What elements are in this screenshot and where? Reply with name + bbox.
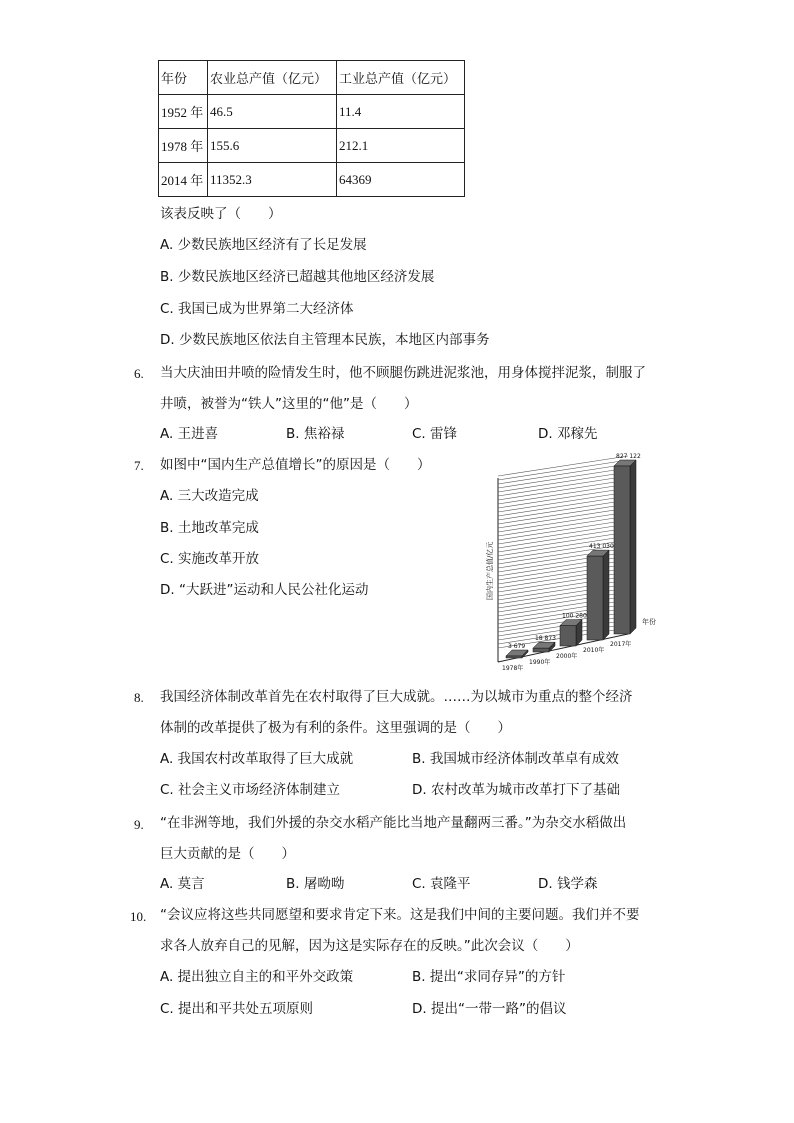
q7-stem: 如图中“国内生产总值增长”的原因是（ ） [160,457,431,473]
q6-number: 6. [134,366,144,381]
chart-gridline [498,484,628,504]
q5-option-d[interactable]: D. 少数民族地区依法自主管理本民族，本地区内部事务 [160,332,490,348]
chart-gridline [498,516,628,536]
x-tick-label: 1978年 [502,665,524,672]
bar [614,466,630,634]
table-row [159,129,465,163]
q6-option-d[interactable]: D. 邓稼先 [538,426,598,442]
bar [560,626,576,646]
chart-gridline [498,504,628,524]
bar-value-label: 18 873 [535,635,556,643]
q6-option-a[interactable]: A. 王进喜 [160,426,219,442]
q6-stem-line1: 当大庆油田井喷的险情发生时，他不顾腿伤跳进泥浆池，用身体搅拌泥浆，制服了 [160,365,646,381]
chart-gridline [498,472,628,492]
table-cell: 155.6 [208,129,337,163]
q5-option-a[interactable]: A. 少数民族地区经济有了长足发展 [160,237,367,253]
q6-option-c[interactable]: C. 雷锋 [412,426,458,442]
bar [587,556,603,640]
table-cell: 1978 年 [159,129,208,163]
chart-gridline [498,488,628,508]
chart-gridline [498,512,628,532]
x-tick-label: 2017年 [610,641,632,648]
q9-stem-line2: 巨大贡献的是（ ） [160,846,295,862]
chart-gridline [498,476,628,496]
q9-stem-line1: “在非洲等地，我们外援的杂交水稻产能比当地产量翻两三番。”为杂交水稻做出 [160,815,627,831]
chart-gridline [498,480,628,500]
chart-gridline [498,524,628,544]
q9-option-b[interactable]: B. 屠呦呦 [286,876,345,892]
chart-gridline [498,500,628,520]
bar-side [630,460,636,634]
q9-number: 9. [134,817,144,832]
q10-number: 10. [130,909,147,924]
q7-option-d[interactable]: D. “大跃进”运动和人民公社化运动 [160,582,369,598]
table-cell: 1952 年 [159,95,208,129]
x-tick-label: 2010年 [583,647,605,654]
table-header-cell: 农业总产值（亿元） [208,61,337,95]
bar-value-label: 827 122 [616,453,641,460]
bar-value-label: 3 679 [508,643,526,650]
q8-option-a[interactable]: A. 我国农村改革取得了巨大成就 [160,751,354,767]
q8-option-d[interactable]: D. 农村改革为城市改革打下了基础 [412,782,620,798]
q10-option-d[interactable]: D. 提出“一带一路”的倡议 [412,1001,567,1017]
table-row [159,163,465,197]
chart-gridline [498,460,628,480]
q9-option-a[interactable]: A. 莫言 [160,876,205,892]
bar-value-label: 413 030 [589,543,614,551]
x-tick-label: 2000年 [556,653,578,660]
bar-side [603,550,609,640]
chart-gridline [498,456,628,476]
q7-option-c[interactable]: C. 实施改革开放 [160,551,260,567]
gdp-bar-chart [478,448,662,672]
q8-stem-line2: 体制的改革提供了极为有利的条件。这里强调的是（ ） [160,720,511,736]
q10-option-b[interactable]: B. 提出“求同存异”的方针 [412,969,566,985]
bar [506,656,522,658]
q9-option-c[interactable]: C. 袁隆平 [412,876,471,892]
table-header-cell: 工业总产值（亿元） [337,61,465,95]
table-header-row [159,61,465,95]
q8-stem-line1: 我国经济体制改革首先在农村取得了巨大成就。……为以城市为重点的整个经济 [160,689,633,705]
q10-stem-line2: 求各人放弃自己的见解，因为这是实际存在的反映。”此次会议（ ） [160,938,579,954]
q8-number: 8. [134,690,144,705]
table-cell: 11352.3 [208,163,337,197]
q9-option-d[interactable]: D. 钱学森 [538,876,598,892]
chart-gridline [498,496,628,516]
table-cell: 64369 [337,163,465,197]
q5-option-b[interactable]: B. 少数民族地区经济已超越其他地区经济发展 [160,269,435,285]
chart-gridline [498,520,628,540]
q7-number: 7. [134,458,144,473]
q5-stem: 该表反映了（ ） [160,206,282,222]
q7-option-a[interactable]: A. 三大改造完成 [160,488,259,504]
q10-stem-line1: “会议应将这些共同愿望和要求肯定下来。这是我们中间的主要问题。我们并不要 [160,907,640,923]
x-tick-label: 1990年 [529,659,551,666]
q10-option-c[interactable]: C. 提出和平共处五项原则 [160,1001,314,1017]
chart-gridline [498,468,628,488]
q8-option-b[interactable]: B. 我国城市经济体制改革卓有成效 [412,751,619,767]
q8-option-c[interactable]: C. 社会主义市场经济体制建立 [160,782,341,798]
bar-value-label: 100 280 [562,612,587,620]
y-axis-label: 国内生产总值/亿元 [486,541,494,600]
q7-option-b[interactable]: B. 土地改革完成 [160,520,259,536]
table-header-cell: 年份 [159,61,208,95]
chart-gridline [498,492,628,512]
table-cell: 2014 年 [159,163,208,197]
table-cell: 46.5 [208,95,337,129]
q6-stem-line2: 井喷，被誉为“铁人”这里的“他”是（ ） [160,396,418,412]
chart-gridline [498,464,628,484]
q5-option-c[interactable]: C. 我国已成为世界第二大经济体 [160,301,354,317]
table-cell: 11.4 [337,95,465,129]
q6-option-b[interactable]: B. 焦裕禄 [286,426,345,442]
chart-gridline [498,508,628,528]
table-row [159,95,465,129]
table-cell: 212.1 [337,129,465,163]
bar [533,648,549,652]
x-axis-label: 年份 [642,618,656,626]
production-value-table [158,60,465,197]
q10-option-a[interactable]: A. 提出独立自主的和平外交政策 [160,969,354,985]
